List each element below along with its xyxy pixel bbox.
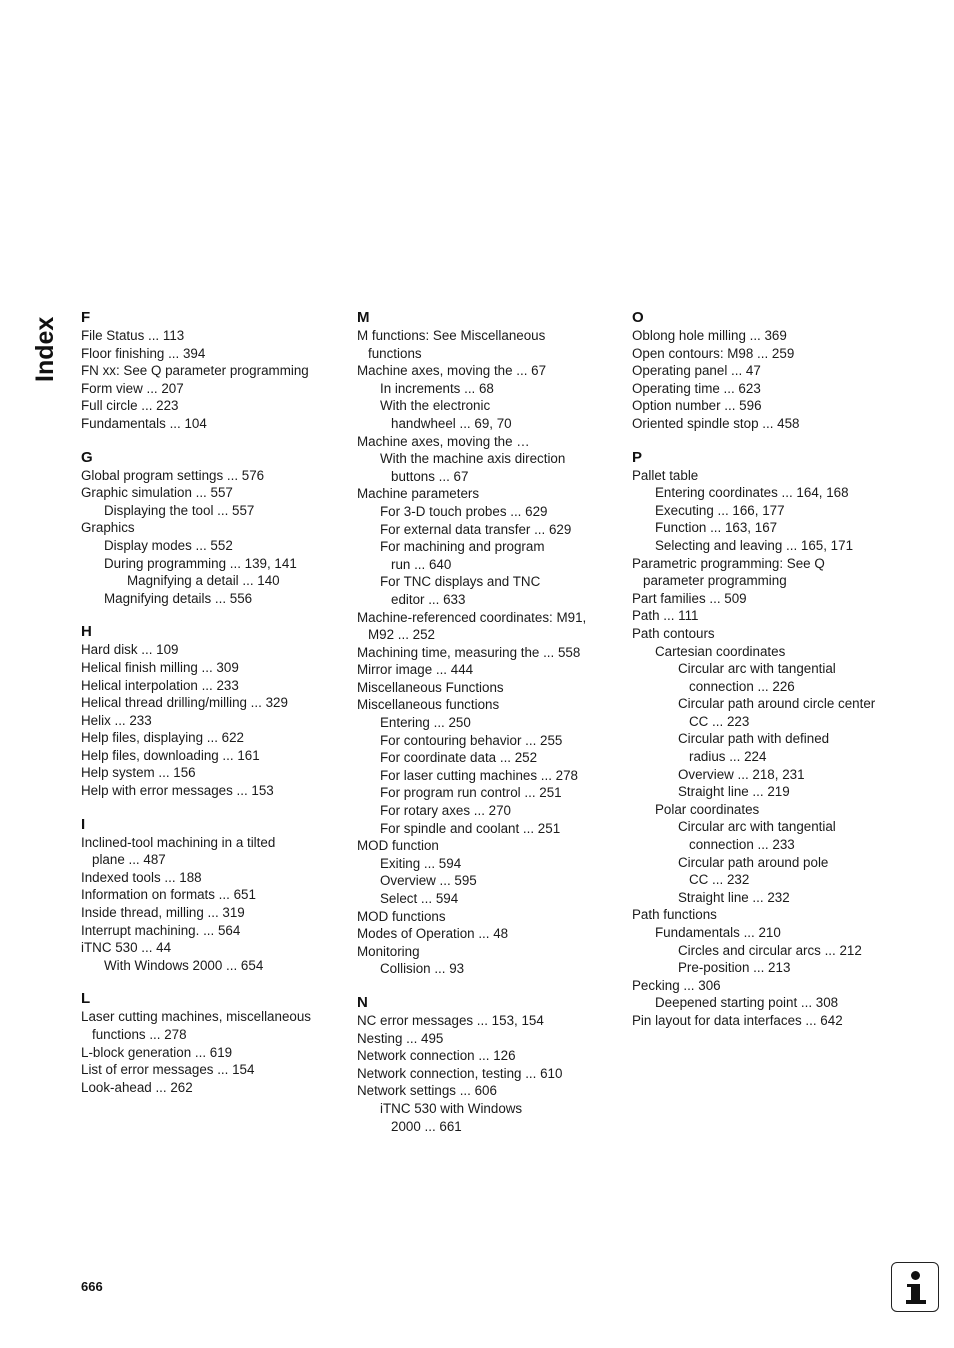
index-entry: Path contours xyxy=(632,625,715,641)
index-entry: MOD function xyxy=(357,838,439,854)
index-entry: Straight line ... 219 xyxy=(678,784,790,800)
index-entry: Help system ... 156 xyxy=(81,765,196,781)
index-entry: Modes of Operation ... 48 xyxy=(357,926,509,942)
index-entry: L-block generation ... 619 xyxy=(81,1044,233,1060)
index-entry: Machine-referenced coordinates: M91, xyxy=(357,609,587,625)
index-entry-continuation: parameter programming xyxy=(643,573,787,589)
index-entry-continuation: CC ... 223 xyxy=(689,713,750,729)
section-letter: L xyxy=(81,990,91,1008)
index-entry: Magnifying a detail ... 140 xyxy=(127,573,280,589)
index-entry: Indexed tools ... 188 xyxy=(81,869,202,885)
index-entry: Circular path around circle center xyxy=(678,696,876,712)
index-entry: Information on formats ... 651 xyxy=(81,887,256,903)
index-entry: Parametric programming: See Q xyxy=(632,555,825,571)
index-entry: Circular path around pole xyxy=(678,854,829,870)
index-entry: With the machine axis direction xyxy=(380,451,566,467)
index-entry: Network settings ... 606 xyxy=(357,1083,497,1099)
index-section-i xyxy=(81,815,343,975)
index-entry: Collision ... 93 xyxy=(380,961,465,977)
index-entry: Displaying the tool ... 557 xyxy=(104,502,255,518)
section-letter: P xyxy=(632,448,643,466)
index-entry: Pallet table xyxy=(632,467,699,483)
index-entry: Interrupt machining. ... 564 xyxy=(81,922,241,938)
index-entry: Laser cutting machines, miscellaneous xyxy=(81,1009,311,1025)
index-entry: Mirror image ... 444 xyxy=(357,662,474,678)
index-entry: MOD functions xyxy=(357,908,446,924)
index-entry: Helical interpolation ... 233 xyxy=(81,677,239,693)
index-entry: Circles and circular arcs ... 212 xyxy=(678,942,862,958)
index-entry: For rotary axes ... 270 xyxy=(380,803,511,819)
section-letter: H xyxy=(81,623,92,641)
index-entry: Nesting ... 495 xyxy=(357,1030,444,1046)
index-entry: With the electronic xyxy=(380,398,491,414)
index-entry: FN xx: See Q parameter programming xyxy=(81,363,309,379)
index-entry: Help with error messages ... 153 xyxy=(81,783,274,799)
index-entry: Entering coordinates ... 164, 168 xyxy=(655,485,849,501)
index-entry: Magnifying details ... 556 xyxy=(104,590,253,606)
index-entry: Miscellaneous functions xyxy=(357,697,500,713)
index-entry-continuation: radius ... 224 xyxy=(689,749,767,765)
index-entry: Oriented spindle stop ... 458 xyxy=(632,415,800,431)
index-column-1 xyxy=(81,308,343,1111)
index-entry-continuation: editor ... 633 xyxy=(391,591,466,607)
index-entry: Helix ... 233 xyxy=(81,712,152,728)
index-entry-continuation: run ... 640 xyxy=(391,556,452,572)
index-entry: Pre-position ... 213 xyxy=(678,960,791,976)
index-entry: Global program settings ... 576 xyxy=(81,467,265,483)
index-entry: Operating panel ... 47 xyxy=(632,363,761,379)
index-entry: For contouring behavior ... 255 xyxy=(380,732,563,748)
index-column-3 xyxy=(632,308,894,1045)
index-entry: Polar coordinates xyxy=(655,801,760,817)
index-entry: Function ... 163, 167 xyxy=(655,520,778,536)
index-entry: For coordinate data ... 252 xyxy=(380,750,538,766)
index-entry: List of error messages ... 154 xyxy=(81,1062,255,1078)
index-entry: Inclined-tool machining in a tilted xyxy=(81,834,276,850)
index-entry: Display modes ... 552 xyxy=(104,537,233,553)
index-entry: Cartesian coordinates xyxy=(655,643,786,659)
index-entry: NC error messages ... 153, 154 xyxy=(357,1012,544,1028)
index-entry-continuation: connection ... 233 xyxy=(689,837,795,853)
index-entry: Selecting and leaving ... 165, 171 xyxy=(655,537,854,553)
index-entry: Circular arc with tangential xyxy=(678,819,836,835)
index-entry: M functions: See Miscellaneous xyxy=(357,328,546,343)
index-entry: Open contours: M98 ... 259 xyxy=(632,345,795,361)
index-entry: During programming ... 139, 141 xyxy=(104,555,297,571)
index-entry: Form view ... 207 xyxy=(81,380,184,396)
index-entry: Floor finishing ... 394 xyxy=(81,345,206,361)
index-entry: For laser cutting machines ... 278 xyxy=(380,767,578,783)
index-entry: Fundamentals ... 210 xyxy=(655,925,781,940)
index-entry: Exiting ... 594 xyxy=(380,855,462,871)
index-entry: Network connection, testing ... 610 xyxy=(357,1065,563,1081)
index-entry: Graphics xyxy=(81,520,135,536)
index-entry: Machining time, measuring the ... 558 xyxy=(357,644,581,660)
index-entry: Machine axes, moving the ... 67 xyxy=(357,363,547,379)
index-entry: For 3-D touch probes ... 629 xyxy=(380,503,548,519)
index-entry: Executing ... 166, 177 xyxy=(655,502,785,518)
index-entry: Select ... 594 xyxy=(380,891,459,906)
index-entry: Graphic simulation ... 557 xyxy=(81,485,233,501)
index-entry: Path functions xyxy=(632,907,717,923)
index-entry: Entering ... 250 xyxy=(380,715,471,731)
index-entry: File Status ... 113 xyxy=(81,328,185,343)
index-entry: For TNC displays and TNC xyxy=(380,574,541,590)
index-section-f xyxy=(81,308,343,433)
index-entry: Overview ... 595 xyxy=(380,873,477,889)
index-entry: In increments ... 68 xyxy=(380,380,494,396)
index-entry: Operating time ... 623 xyxy=(632,380,761,396)
index-section-p xyxy=(632,448,894,1030)
index-entry: For machining and program xyxy=(380,539,545,555)
index-entry: Circular arc with tangential xyxy=(678,661,836,677)
index-entry: Help files, displaying ... 622 xyxy=(81,730,245,746)
index-entry: Machine parameters xyxy=(357,486,480,502)
index-entry: Straight line ... 232 xyxy=(678,889,790,905)
index-section-g xyxy=(81,448,343,608)
index-section-m xyxy=(357,308,619,978)
index-entry: Part families ... 509 xyxy=(632,590,747,606)
section-letter: M xyxy=(357,309,370,326)
index-entry: Path ... 111 xyxy=(632,608,699,624)
index-entry-continuation: buttons ... 67 xyxy=(391,468,469,484)
section-letter: N xyxy=(357,993,368,1011)
index-entry: Oblong hole milling ... 369 xyxy=(632,328,787,343)
index-entry: With Windows 2000 ... 654 xyxy=(104,957,264,973)
index-entry-continuation: functions xyxy=(368,345,422,361)
section-letter: I xyxy=(81,815,86,833)
index-entry: For program run control ... 251 xyxy=(380,785,562,801)
index-entry: Network connection ... 126 xyxy=(357,1048,516,1064)
index-entry: Machine axes, moving the … xyxy=(357,433,530,449)
index-entry: For external data transfer ... 629 xyxy=(380,521,572,537)
index-entry: For spindle and coolant ... 251 xyxy=(380,820,561,836)
index-section-h xyxy=(81,622,343,799)
index-entry: Helical thread drilling/milling ... 329 xyxy=(81,695,288,711)
index-entry: Miscellaneous Functions xyxy=(357,679,504,695)
page-number: 666 xyxy=(81,1279,103,1294)
index-entry: Pin layout for data interfaces ... 642 xyxy=(632,1012,843,1028)
index-side-title: Index xyxy=(31,316,59,382)
index-section-o xyxy=(632,308,894,433)
index-entry: Full circle ... 223 xyxy=(81,398,179,414)
index-entry: Overview ... 218, 231 xyxy=(678,766,805,782)
section-letter: F xyxy=(81,309,91,326)
index-entry: Hard disk ... 109 xyxy=(81,642,179,658)
index-entry: Helical finish milling ... 309 xyxy=(81,659,239,675)
index-entry-continuation: M92 ... 252 xyxy=(368,627,435,643)
index-entry: Monitoring xyxy=(357,943,420,959)
index-entry: Pecking ... 306 xyxy=(632,977,721,993)
index-entry: Fundamentals ... 104 xyxy=(81,415,207,431)
index-entry: Option number ... 596 xyxy=(632,398,762,414)
index-entry-continuation: functions ... 278 xyxy=(92,1027,187,1042)
index-column-2 xyxy=(357,308,619,1150)
section-letter: O xyxy=(632,309,644,326)
index-section-n xyxy=(357,993,619,1135)
index-entry-continuation: connection ... 226 xyxy=(689,678,795,694)
index-entry: Deepened starting point ... 308 xyxy=(655,995,839,1011)
index-section-l xyxy=(81,989,343,1096)
index-entry-continuation: 2000 ... 661 xyxy=(391,1118,462,1134)
info-icon xyxy=(891,1262,939,1312)
section-letter: G xyxy=(81,448,93,466)
index-entry: Circular path with defined xyxy=(678,731,830,747)
index-entry: iTNC 530 with Windows xyxy=(380,1100,523,1116)
index-entry-continuation: plane ... 487 xyxy=(92,852,166,868)
index-entry-continuation: CC ... 232 xyxy=(689,872,750,888)
index-entry-continuation: handwheel ... 69, 70 xyxy=(391,415,512,431)
index-entry: Look-ahead ... 262 xyxy=(81,1079,193,1095)
index-entry: iTNC 530 ... 44 xyxy=(81,940,172,956)
index-entry: Inside thread, milling ... 319 xyxy=(81,905,245,921)
index-entry: Help files, downloading ... 161 xyxy=(81,747,260,763)
